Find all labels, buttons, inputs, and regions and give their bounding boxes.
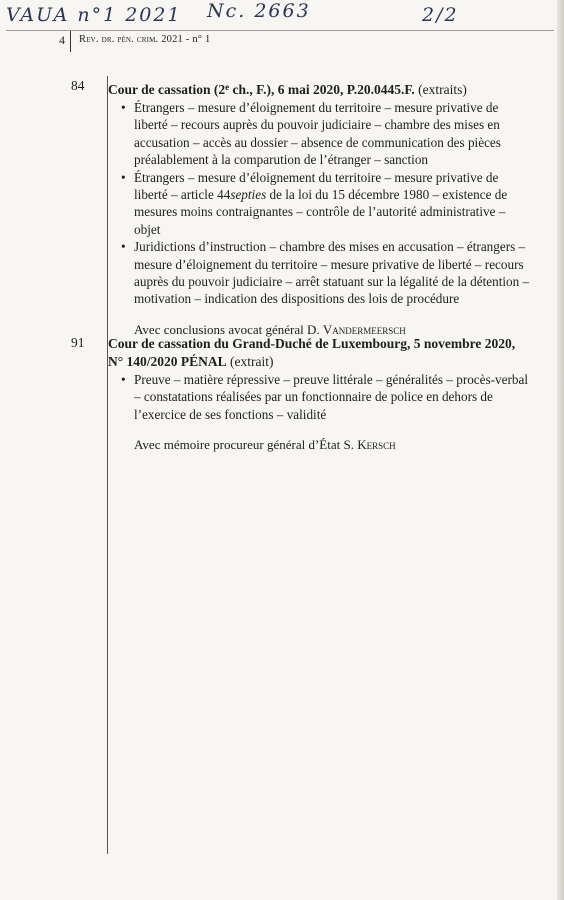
keyword-text-pre: Étrangers – mesure d’éloignement du territoire – mesure privative de liberté – article 44 [134,169,499,203]
entry-body [108,335,532,453]
case-title-line2: N° 140/2020 PÉNAL [108,354,227,369]
bullet-icon: • [121,169,126,185]
handwritten-page-count: 2/2 [422,4,459,26]
page-number: 4 [59,33,65,47]
bullet-icon: • [121,239,126,255]
memoire-line [108,436,532,453]
case-title-sup: e [225,82,230,92]
conclusions-name: Vandermeersch [322,321,406,337]
keyword-item [121,238,532,308]
case-title-line1: Cour de cassation du Grand-Duché de Luxembourg, 5 novembre 2020, [108,336,516,351]
case-title-extract: (extrait) [226,354,274,369]
case-title [108,78,532,99]
page-edge-shadow [557,0,564,900]
year-issue: 2021 - n° 1 [161,34,211,45]
keyword-list [108,371,532,423]
bullet-icon: • [121,100,126,115]
keyword-text: Preuve – matière répressive – preuve littérale – généralités – procès-verbal – constatations réalisées par un fonctionnaire de police en dehors de l’exercice de ses fonctions – validité [134,372,528,422]
keyword-text: Étrangers – mesure d’éloignement du territoire – mesure privative de liberté – recours auprès du pouvoir judiciaire – chambre des mises en accusation – accès au dossier – absence de communication des pièces préalablement à la comparution de l’étranger – sanction [134,100,501,168]
handwritten-reference-mid: Nc. 2663 [207,0,311,22]
bullet-icon: • [121,372,126,387]
handwritten-reference-left: VAUA n°1 2021 [6,4,182,26]
memoire-name: Kersch [357,437,396,453]
keyword-text-post: de la loi du 15 décembre 1980 – existence de mesures moins contraignantes – contrôle de l’autorité administrative – objet [134,187,508,237]
case-title-court: Cour de cassation (2 [108,82,226,97]
entry-body [108,78,532,338]
entry-number: 84 [71,78,85,93]
case-title-extract: (extraits) [414,82,467,97]
keyword-item [121,371,532,423]
keyword-text-italic: septies [230,187,267,203]
case-title-ref: ch., F.), 6 mai 2020, P.20.0445.F. [229,82,415,97]
keyword-item [121,99,532,169]
memoire-prefix: Avec mémoire procureur général d’État S. [134,437,358,453]
keyword-item [121,169,532,239]
journal-abbrev: Rev. dr. pén. crim. [79,34,159,45]
case-title [108,335,532,371]
handwritten-annotation [0,0,564,32]
keyword-list [108,99,532,308]
running-head-title [79,34,210,45]
entry-number: 91 [71,335,85,350]
header-divider [70,31,71,52]
running-header [0,31,564,53]
conclusions-prefix: Avec conclusions avocat général D. [134,321,323,337]
keyword-text: Juridictions d’instruction – chambre des mises en accusation – étrangers – mesure d’éloignement du territoire – mesure privative de liberté – recours auprès du pouvoir judiciaire – arrêt statuant sur la légalité de la détention – motivation – indication des dispositions des lois de procédure [134,239,530,307]
